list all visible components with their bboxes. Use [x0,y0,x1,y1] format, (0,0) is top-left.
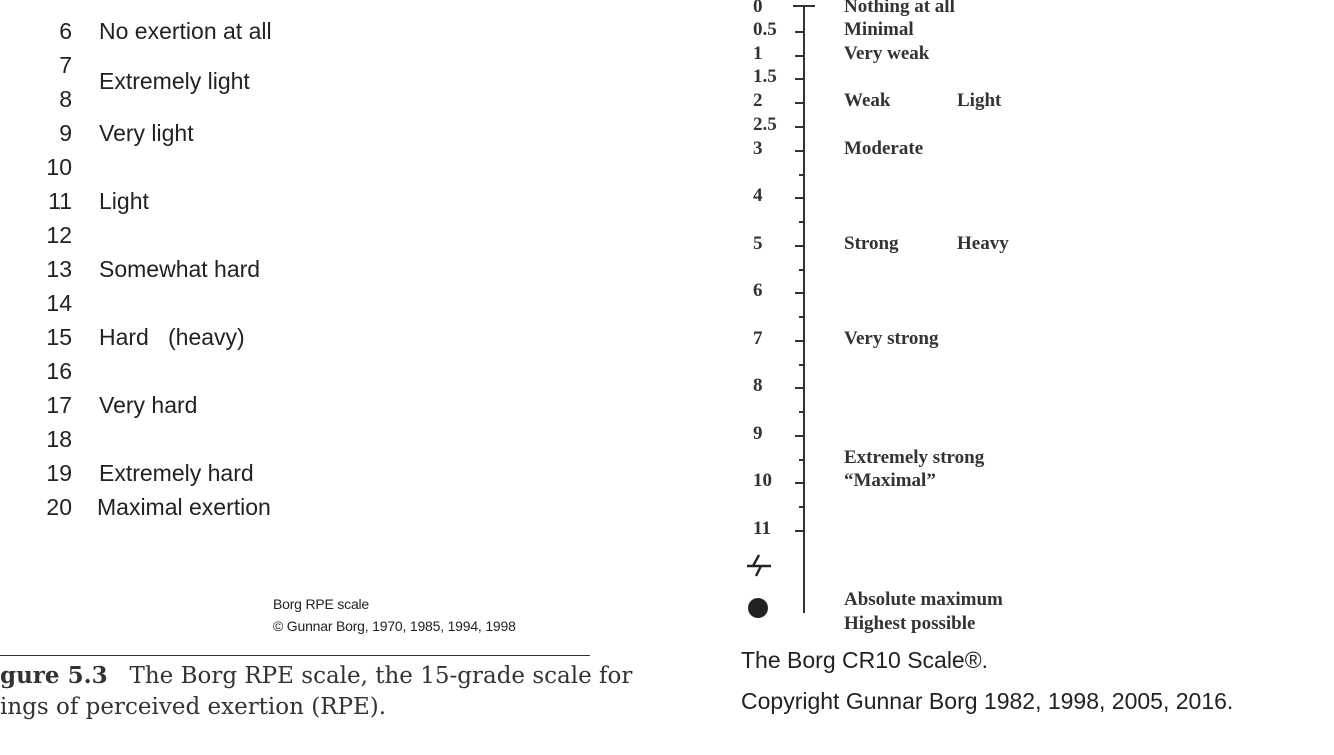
rpe-row-number: 8 [59,86,72,112]
scale-major-tick [795,482,804,484]
scale-major-tick [795,102,804,104]
rpe-row [0,18,400,48]
rpe-row-number: 6 [59,18,72,44]
scale-level-number: 9 [753,423,763,444]
scale-level-number: 4 [753,185,763,206]
figure-caption-line-2: ings of perceived exertion (RPE). [0,694,387,720]
rpe-row [0,256,400,286]
scale-major-tick [795,126,804,128]
maximum-dot-icon [748,598,768,618]
rpe-row-number: 20 [46,494,72,520]
rpe-row [0,358,400,388]
scale-level-label: Moderate [844,138,924,159]
scale-major-tick [795,31,804,33]
scale-level-number: 7 [753,328,763,349]
rpe-row-number: 16 [46,358,72,384]
rpe-row-number: 13 [46,256,72,282]
scale-minor-tick [799,411,804,413]
scale-major-tick [795,197,804,199]
rpe-credit-title: Borg RPE scale [273,596,370,612]
rpe-row-label: Very hard [99,392,198,418]
rpe-row-number: 15 [46,324,72,350]
scale-major-tick [795,78,804,80]
figure-caption-line-1 [0,662,632,689]
scale-major-tick [795,340,804,342]
scale-level-number: 1.5 [753,66,777,87]
caption-divider [0,655,590,656]
rpe-row-label: Hard (heavy) [99,324,245,350]
scale-level-label: Very strong [844,328,939,349]
scale-level-secondary-label: Heavy [957,233,1009,254]
figure-number: gure 5.3 [0,662,108,689]
scale-major-tick [795,245,804,247]
scale-major-tick [795,55,804,57]
rpe-row-number: 9 [59,120,72,146]
scale-level-number: 2.5 [753,114,777,135]
rpe-row-number: 17 [46,392,72,418]
scale-level-number: 3 [753,138,763,159]
rpe-row-number: 12 [46,222,72,248]
scale-major-tick [795,150,804,152]
rpe-row-number: 10 [46,154,72,180]
borg-cr10-scale [735,0,1334,755]
cr10-footer-title: The Borg CR10 Scale®. [741,647,989,673]
rpe-row-number: 11 [48,188,72,214]
scale-minor-tick [799,174,804,176]
scale-level-secondary-label: Light [957,90,1002,111]
rpe-row-label: No exertion at all [99,18,272,44]
scale-level-number: 8 [753,375,763,396]
scale-major-tick [795,387,804,389]
rpe-row-label: Extremely hard [99,460,254,486]
rpe-row [0,392,400,422]
cr10-footer-copyright: Copyright Gunnar Borg 1982, 1998, 2005, 2016. [741,688,1234,714]
scale-level-number: 0.5 [753,19,777,40]
rpe-row-number: 19 [46,460,72,486]
scale-level-label: Minimal [844,19,914,40]
scale-major-tick [795,292,804,294]
rpe-row-label: Light [99,188,149,214]
rpe-row-number: 14 [46,290,72,316]
rpe-row [0,120,400,150]
rpe-row [0,222,400,252]
scale-minor-tick [799,221,804,223]
rpe-credit-copyright: © Gunnar Borg, 1970, 1985, 1994, 1998 [273,618,516,634]
scale-axis-top-cap [793,5,815,7]
label-extremely-strong: Extremely strong [844,447,985,468]
scale-level-number: 6 [753,280,763,301]
scale-minor-tick [799,459,804,461]
scale-minor-tick [799,364,804,366]
rpe-row [0,154,400,184]
scale-level-number: 11 [753,518,771,539]
scale-level-label: Weak [844,90,891,111]
scale-level-number: 2 [753,90,763,111]
scale-minor-tick [799,269,804,271]
scale-major-tick [795,435,804,437]
figure-caption-text: The Borg RPE scale, the 15-grade scale for [129,663,633,689]
scale-level-number: 5 [753,233,763,254]
scale-level-number: 0 [753,0,763,17]
scale-break-icon [745,552,773,578]
scale-axis [803,5,805,613]
scale-minor-tick [799,316,804,318]
rpe-row-number: 18 [46,426,72,452]
scale-level-number: 1 [753,43,763,64]
rpe-row [0,188,400,218]
rpe-row [0,426,400,456]
rpe-row [0,290,400,320]
scale-level-label: Nothing at all [844,0,955,17]
scale-level-label: “Maximal” [844,470,936,491]
rpe-label-extremely-light: Extremely light [99,68,250,94]
label-absolute-maximum: Absolute maximum [844,589,1003,610]
borg-rpe-scale [0,0,640,755]
label-highest-possible: Highest possible [844,613,976,634]
scale-major-tick [795,530,804,532]
rpe-row [0,460,400,490]
scale-level-label: Very weak [844,43,930,64]
rpe-row [0,494,400,524]
rpe-row-label: Maximal exertion [97,494,271,520]
rpe-row-number: 7 [59,52,72,78]
scale-level-label: Strong [844,233,899,254]
rpe-row [0,324,400,354]
scale-level-number: 10 [753,470,772,491]
scale-minor-tick [799,506,804,508]
rpe-row-label: Very light [99,120,194,146]
rpe-row-label: Somewhat hard [99,256,261,282]
